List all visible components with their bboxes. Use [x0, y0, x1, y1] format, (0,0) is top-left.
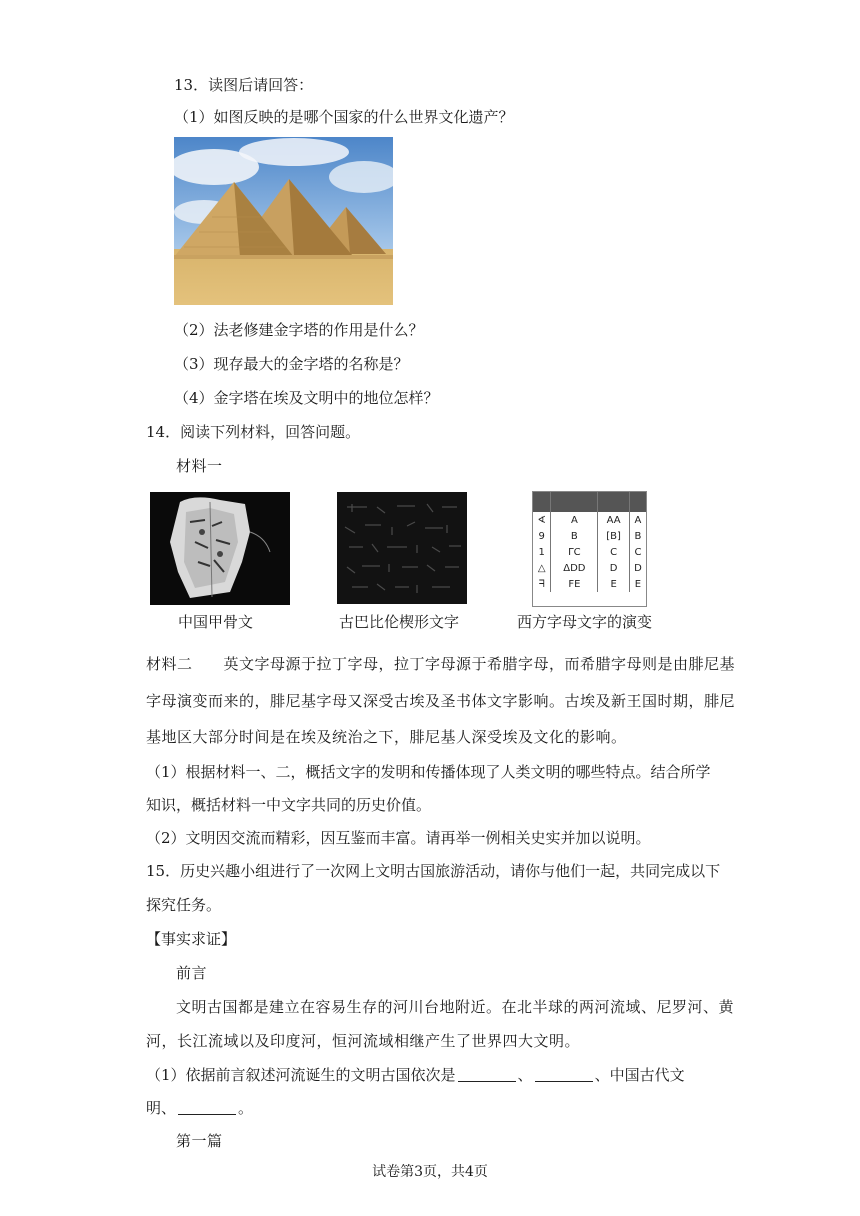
table-cell: A	[629, 512, 646, 528]
q15-sub1-suffix: 、中国古代文	[594, 1066, 685, 1084]
table-row	[533, 560, 646, 576]
q15-sub1-line2	[146, 1098, 253, 1118]
table-cell: D	[629, 560, 646, 576]
table-cell: [B]	[598, 528, 630, 544]
q14-sub1-line1: （1）根据材料一、二，概括文字的发明和传播体现了人类文明的哪些特点。结合所学	[146, 763, 711, 781]
q15-title-line2: 探究任务。	[146, 896, 222, 914]
separator: 、	[517, 1066, 533, 1084]
table-cell: C	[629, 544, 646, 560]
q15-sub1-line2-end: 。	[238, 1099, 254, 1117]
table-header-row	[533, 492, 646, 512]
material2-line2: 字母演变而来的，腓尼基字母又深受古埃及圣书体文字影响。古埃及新王国时期，腓尼	[146, 692, 736, 710]
q13-sub4: （4）金字塔在埃及文明中的地位怎样？	[174, 389, 439, 407]
caption-oracle: 中国甲骨文	[178, 613, 254, 631]
preface-line1: 文明古国都是建立在容易生存的河川台地附近。在北半球的两河流域、尼罗河、黄	[176, 998, 735, 1016]
material2-line3: 基地区大部分时间是在埃及统治之下，腓尼基人深受埃及文化的影响。	[146, 728, 627, 746]
pyramid-photo	[174, 137, 393, 305]
q13-sub3: （3）现存最大的金字塔的名称是？	[174, 355, 409, 373]
table-cell: ΓC	[551, 544, 598, 560]
q15-sub1-line1	[146, 1065, 685, 1085]
answer-blank-1[interactable]	[458, 1067, 516, 1082]
table-cell: E	[629, 576, 646, 592]
alphabet-evolution-table	[532, 491, 647, 607]
table-cell: B	[629, 528, 646, 544]
cuneiform-image	[337, 492, 467, 604]
table-cell: C	[598, 544, 630, 560]
table-row	[533, 512, 646, 528]
caption-cuneiform: 古巴比伦楔形文字	[339, 613, 460, 631]
table-row	[533, 528, 646, 544]
table-row	[533, 576, 646, 592]
chapter1-heading: 第一篇	[176, 1132, 223, 1150]
oracle-bone-image	[150, 492, 290, 605]
q14-sub2: （2）文明因交流而精彩，因互鉴而丰富。请再举一例相关史实并加以说明。	[146, 829, 651, 847]
q13-sub1: （1）如图反映的是哪个国家的什么世界文化遗产？	[174, 108, 514, 126]
q14-title: 14．阅读下列材料，回答问题。	[146, 423, 361, 441]
table-cell: FE	[551, 576, 598, 592]
table-cell: 1	[538, 546, 545, 558]
preface-line2: 河，长江流域以及印度河，恒河流域相继产生了世界四大文明。	[146, 1032, 581, 1050]
table-cell: B	[551, 528, 598, 544]
q13-title: 13．读图后请回答：	[174, 76, 314, 94]
table-cell: △	[537, 562, 546, 574]
table-cell: A	[551, 512, 598, 528]
fact-section-heading: 【事实求证】	[146, 930, 237, 948]
table-cell: D	[598, 560, 630, 576]
table-cell: E	[598, 576, 630, 592]
table-cell: ᖷ	[538, 578, 545, 590]
q15-sub1-prefix: （1）依据前言叙述河流诞生的文明古国依次是	[146, 1066, 456, 1084]
table-cell: ∢	[537, 514, 546, 526]
q15-sub1-line2-prefix: 明、	[146, 1099, 177, 1117]
material1-label: 材料一	[176, 457, 223, 475]
material2-line1: 材料二 英文字母源于拉丁字母，拉丁字母源于希腊字母，而希腊字母则是由腓尼基	[146, 655, 736, 673]
table-cell: AA	[598, 512, 630, 528]
q13-sub2: （2）法老修建金字塔的作用是什么？	[174, 321, 424, 339]
preface-label: 前言	[176, 964, 208, 982]
table-cell: ΔDD	[551, 560, 598, 576]
answer-blank-2[interactable]	[535, 1067, 593, 1082]
q15-title-line1: 15．历史兴趣小组进行了一次网上文明古国旅游活动，请你与他们一起，共同完成以下	[146, 862, 721, 880]
caption-alphabet: 西方字母文字的演变	[517, 613, 653, 631]
table-row	[533, 544, 646, 560]
answer-blank-3[interactable]	[178, 1100, 236, 1115]
table-cell: 9	[538, 530, 545, 542]
page-footer: 试卷第3页，共4页	[372, 1164, 488, 1180]
q14-sub1-line2: 知识，概括材料一中文字共同的历史价值。	[146, 796, 432, 814]
